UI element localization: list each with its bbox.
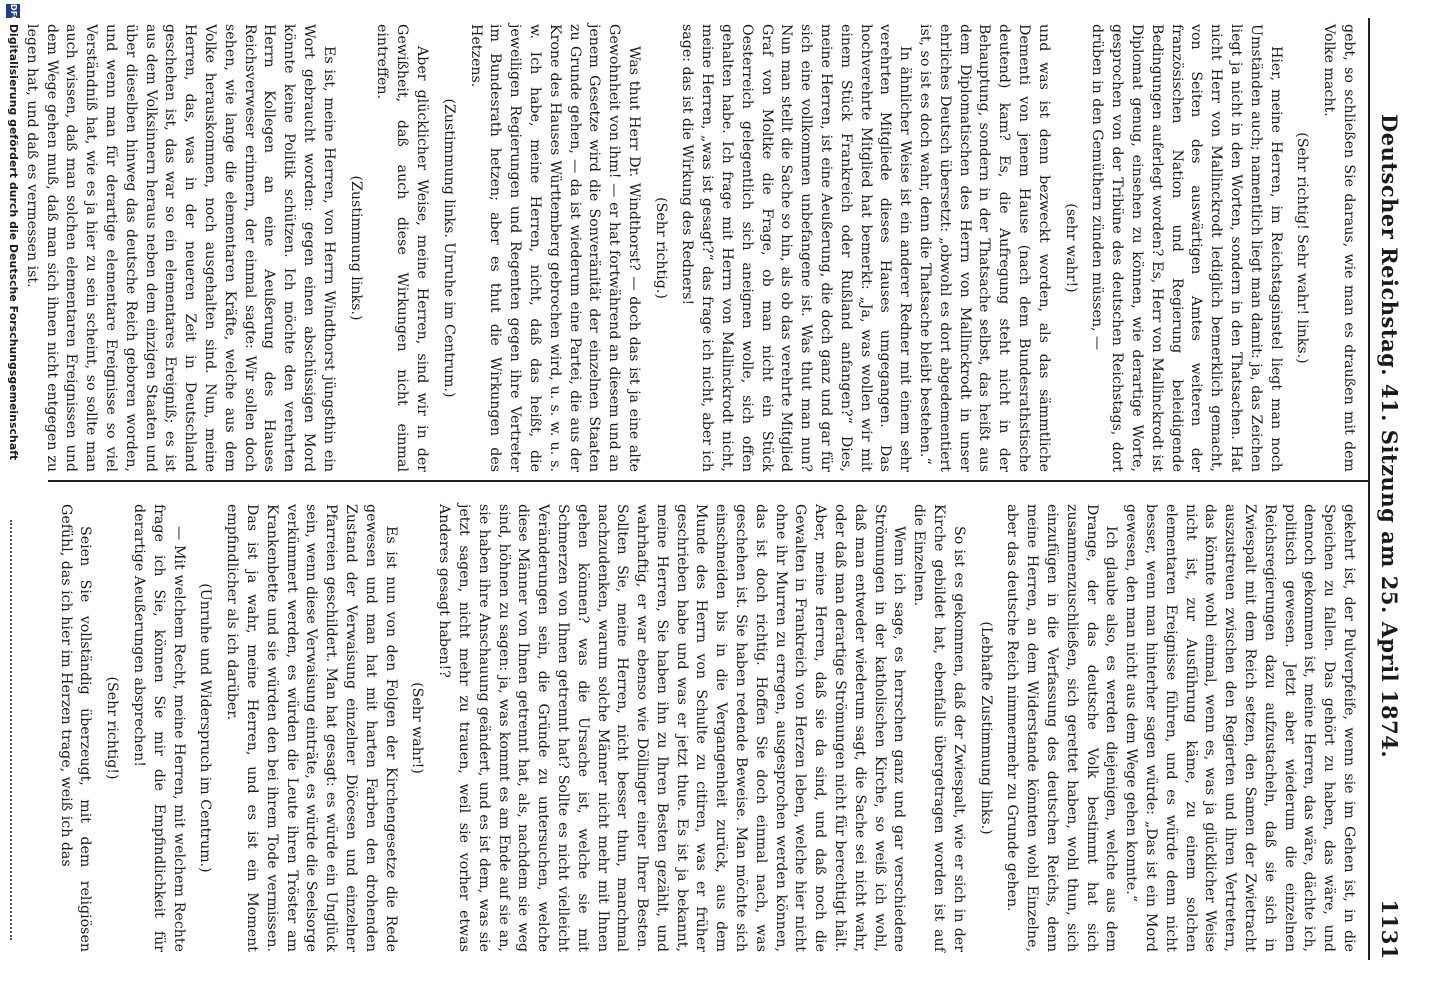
interjection: (sehr wahr!) <box>1062 203 1079 293</box>
paragraph: und was ist denn bezweckt worden, als das sämmtliche Dementi von jenem Hause (nach dem Bundesrathstische deutend) kam? Es, die Aufregung steht nicht in der Behauptung, sondern in der Thatsache selbst, das heißt aus dem Diplomatischen des Herrn von Mallinckrodt in unser ehrliches Deutsch übersetzt: „obwohl es dort abgedementiert ist, so ist es doch wahr, denn die Thatsache bleibt bestehen.“ <box>917 24 1052 472</box>
paragraph: gebt, so schließen Sie daraus, wie man es draußen mit dem Volke macht. <box>1321 24 1357 472</box>
paragraph: Aber glücklicher Weise, meine Herren, sind wir in der Gewißheit, daß auch diese Wirkungen nicht einmal eintreffen. <box>374 24 430 472</box>
right-column <box>55 504 1358 952</box>
interjection: (Zustimmung links.) <box>347 175 364 321</box>
paragraph: So ist es gekommen, daß der Zwiespalt, wie er sich in der Kirche gebildet hat, ebenfalls übergetragen worden ist auf die Einzelnen. <box>911 504 967 952</box>
paragraph: Es ist nun von den Folgen der Kirchengesetze die Rede gewesen und man hat mit harten Farben den drohenden Zustand der Verwaisung einzelner Diöcesen und einzelner Pfarreien geschildert. Man hat gesagt: es würde ein Unglück sein, wenn diese Verwaisung einträte, es würde die Seelsorge verkümmert werden, es würden die Leute ihren Tröster am Krankenbette und sie würden den bei ihrem Tode vermissen. Das ist ja wahr, meine Herren, und es ist ein Moment empfindlicher als ich darüber. <box>224 504 399 952</box>
paragraph: — Mit welchem Recht, meine Herren, mit welchem Rechte frage ich Sie, können Sie mir die Empfindlichkeit für derartige Aeußerungen absprechen! <box>130 504 187 952</box>
paragraph: Was thut Herr Dr. Windthorst? — doch das ist ja eine alte Gewohnheit von ihm! — er hat fortwährend an diesem und an jenem Gesetze wird die Sonveränität der einzelnen Staaten zu Grunde gehen, — da ist wiederum eine Partei, die aus der Krone des Hauses Württemberg gebrochen wird, u. s. w. u. s. w. Ich habe, meine Herren, nicht, daß das heißt, die jeweiligen Regierungen und Regenten gegen ihre Vertreter im Bundesrath hetzen; aber es thut die Wirkungen des Hetzens. <box>467 24 642 472</box>
dfg-logo-icon: DFG <box>6 4 20 18</box>
page-footer <box>4 0 20 1000</box>
page-number: 1131 <box>1377 899 1402 960</box>
interjection: (Sehr richtig!) <box>104 676 121 780</box>
interjection: (Zustimmung links. Unruhe im Centrum.) <box>440 98 457 398</box>
header-rule <box>1368 18 1370 960</box>
interjection: (Sehr richtig! Sehr wahr! links.) <box>1294 132 1311 364</box>
interjection: (Sehr wahr!) <box>409 682 426 774</box>
paragraph: Wenn ich sage, es herrschen ganz und gar verschiedene Strömungen in der katholischen Kirche, so weiß ich wohl, daß man entweder wiederum sagt, die Sache sei nicht wahr, oder daß man derartige Strömungen nicht für berechtigt hält. Aber, meine Herren, daß sie da sind, und daß noch die Gewalten in Frankreich von Herzen leben, welche hier nicht ohne ihr Murren zu erregen, ausgesprochen werden können, das ist doch richtig. Hoffen Sie doch einmal nach, was geschehen ist. Sie haben redende Beweise. Man möchte sich einschneiden bis in die Vergangenheit zurück, aus dem Munde des Herrn von Schulte zu citiren, was er früher geschrieben habe und was er jetzt thue. Es ist ja bekannt, meine Herren, Sie haben ihn zu Ihren Besten gezählt, und wahrhaftig, er war ebenso wie Döllinger einer Ihrer Besten. Sollten Sie, meine Herren, nicht besser thun, manchmal nachzudenken, warum solche Männer nicht mehr mit Ihnen gehen können? was die Ursache ist, welche sie mit Schmerzen von Ihnen getrennt hat? Sollte es nicht vielleicht Veränderungen sein, die Gründe zu untersuchen, welche diese Männer von Ihnen getrennt hat, als, nachdem sie weg sind, höhnen zu sagen: ja, was kommt es am Ende auf sie an, sie haben ihre Anschauung geändert, und es ist dem, was sie jetzt sagen, nicht mehr zu trauen, weil sie vorher etwas Anderes gesagt haben!? <box>436 504 908 952</box>
left-column <box>21 24 1358 472</box>
paragraph: Es ist, meine Herren, von Herrn Windthorst jüngsthin ein Wort gebraucht worden: gegen einen abschüssigen Mord könnte keine Politik schützen. Ich möchte den verehrten Herrn Kollegen an eine Aeußerung des Hauses Reichsverweser erinnern, der einmal sagte: Wir sollen doch sehen, wie lange die elementaren Kräfte, welche aus dem Volke herauskommen, noch ausgehalten sind. Nun, meine Herren, das, was in der neueren Zeit in Deutschland geschehen ist, das war so ein elementares Ereigniß; es ist aus dem Volksinnern heraus neben dem einzigen Staaten und über dieselben hinweg das deutsche Reich geboren worden, und wenn man für derartige elementare Ereignisse so viel Verständniß hat, wie es ja hier zu sein scheint, so sollte man auch wissen, daß man solchen elementaren Ereignissen und dem Wege gehen muß, daß man sich ihnen nicht entgegen zu legen hat, und daß es vermessen ist. <box>23 24 337 472</box>
running-head: Deutscher Reichstag. 41. Sitzung am 25. April 1874. <box>1377 114 1402 759</box>
page-header <box>1374 18 1404 960</box>
paragraph: Hier, meine Herren, im Reichstagsinstel liegt man noch Umständen auch; namentlich liegt man damit: ja, das Zeichen liegt ja nicht in den Worten, sondern in den Thatsachen. Hat nicht Herr von Mallinckrodt lediglich bemerklich gemacht, von Seiten des auswärtigen Amtes weiteren der französischen Nation und Regierung beleidigende Bedingungen auferlegt worden? Es, Herr von Mallinckrodt ist Diplomat genug, einsehen zu können, wie derartige Worte, gesprochen von der Tribüne des deutschen Reichstags, dort drüben in den Gemüthern zünden müssen, — <box>1089 24 1284 472</box>
paragraph: Ich glaube also, es werden diejenigen, welche aus dem Drange, der das deutsche Volk bestimmt hat sich zusammenzuschließen, sich gerettet haben, wohl thun, sich einzufügen in die Verfassung des deutschen Reichs, denn meine Herren, an dem Widerstande könnten wohl Einzelne, aber das deutsche Reich nimmermehr zu Grunde gehen. <box>1004 504 1120 952</box>
digitization-note: Digitalisierung gefördert durch die Deutsche Forschungsgemeinschaft <box>7 24 20 461</box>
interjection: (Sehr richtig.) <box>652 197 669 299</box>
interjection: (Lebhafte Zustimmung links.) <box>977 621 994 835</box>
footer-dotted-line <box>10 520 12 940</box>
column-rule <box>48 480 1368 482</box>
paragraph: Seien Sie vollständig überzeugt, mit dem religiösen Gefühl, das ich hier im Herzen trage, weiß ich das <box>57 504 94 952</box>
paragraph: In ähnlicher Weise ist ein anderer Redner mit einem sehr verehrten Mitgliede dieses Hauses umgegangen. Das hochverehrte Mitglied hat bemerkt: „Ja, was wollen wir mit einem Stück Frankreich oder Rußland anfangen?“ Dies, meine Herren, ist eine Aeußerung, die doch ganz und gar für sich eine vollkommen unbefangene ist. Was thut man nun? Nun man stellt die Sache so hin, als ob das verehrte Mitglied Graf von Moltke die Frage, ob man nicht ein Stück Oesterreich gelegentlich sich aneignen wolle, sich offen gehalten habe. Ich frage mit Herrn von Mallinckrodt nicht, meine Herren, „was ist gesagt?“ das frage ich nicht, aber ich sage: das ist die Wirkung des Redners! <box>679 24 914 472</box>
paragraph: gekehrt ist, der Pulverpfeife, wenn sie im Gehen ist, in die Speichen zu fallen. Das gehört zu haben, das wäre, und dennoch gekommen ist, meine Herren, das wäre, dächte ich, politisch gewesen. Jetzt aber wiederum die einzelnen Reichsregierungen dazu aufzustacheln, daß sie sich in Zwiespalt mit dem Reich setzen, den Samen der Zwietracht auszustreuen zwischen den Regierten und ihren Vertretern, das könnte wohl einmal, wenn es, was ja glücklicher Weise nicht ist, zur Ausführung käme, zu einem solchen elementaren Ereignisse führen, und es würde denn nicht besser, wenn man hinterher sagen würde: „Das ist ein Mord gewesen, den man nicht aus dem Wege gehen konnte.“ <box>1123 504 1357 952</box>
interjection: (Unruhe und Widerspruch im Centrum.) <box>197 583 214 873</box>
